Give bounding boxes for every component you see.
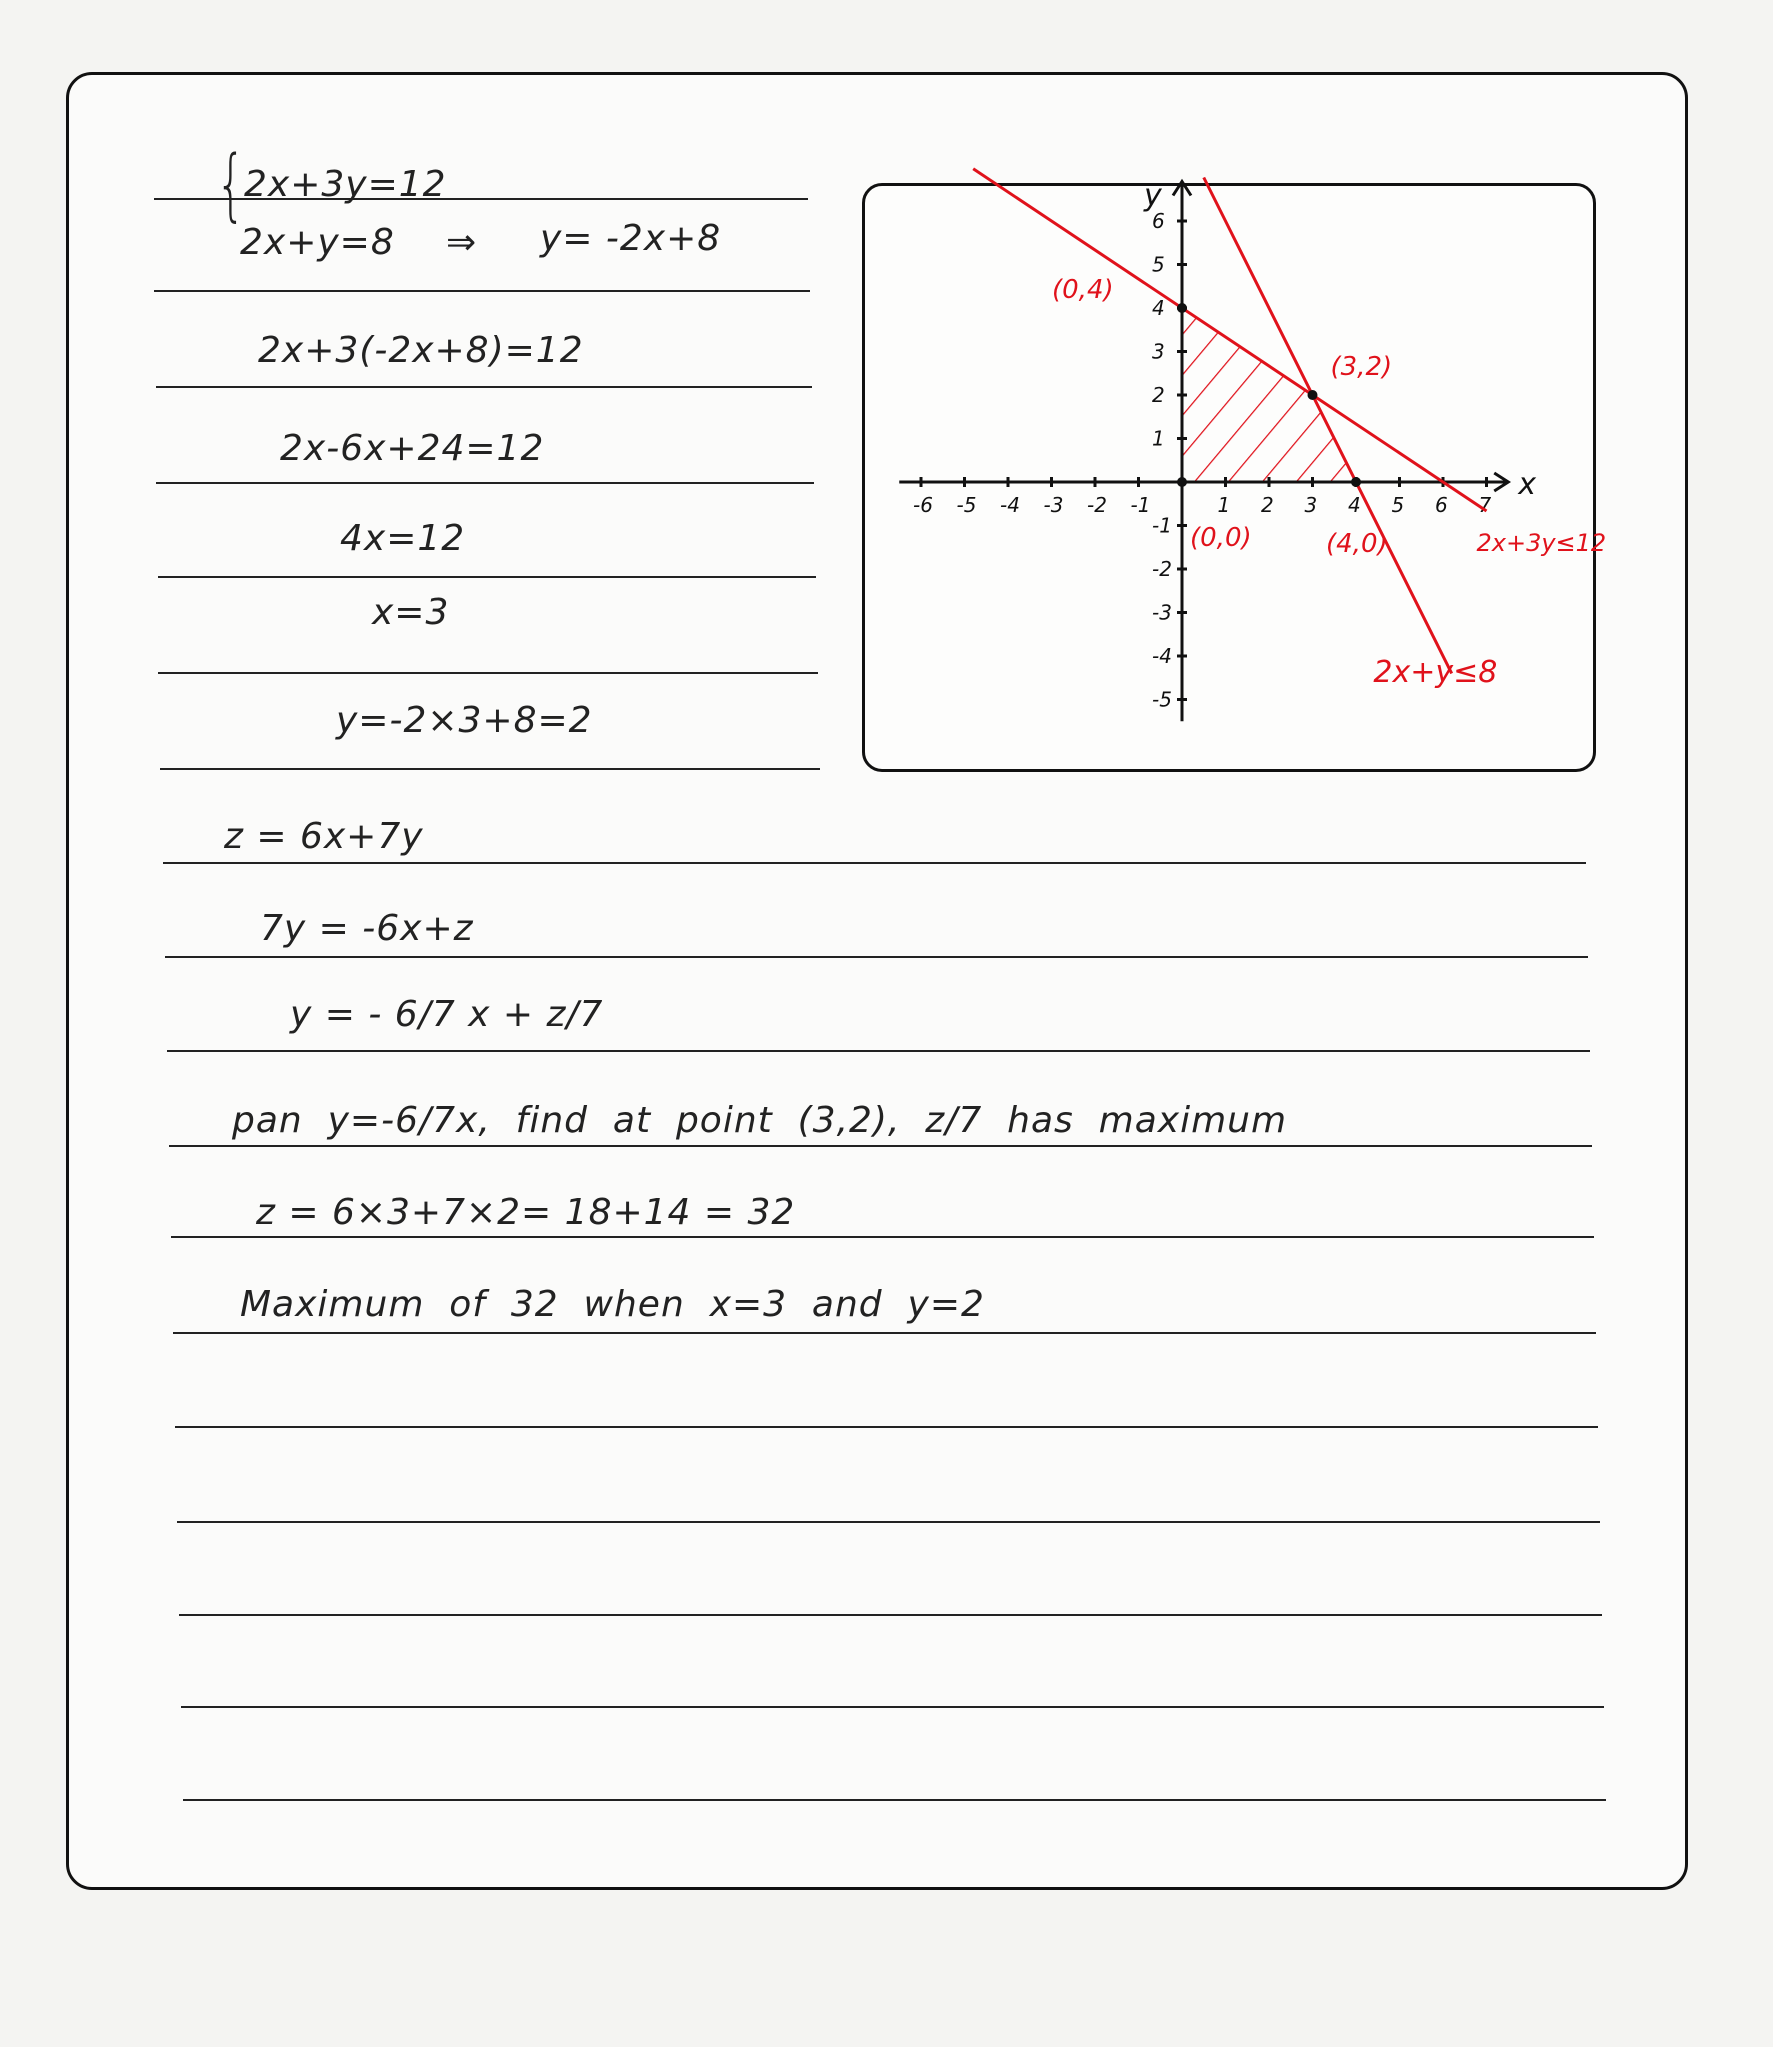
x-tick-label: -6: [913, 493, 933, 517]
x-tick-label: 5: [1391, 493, 1405, 517]
y-tick-label: 4: [1152, 296, 1165, 320]
rule-line: [181, 1706, 1604, 1708]
feasible-region-graph: [865, 178, 1607, 769]
rearrange-step-2: y = - 6/7 x + z/7: [290, 994, 604, 1035]
rearrange-step-1: 7y = -6x+z: [260, 908, 474, 949]
objective-function: z = 6x+7y: [224, 816, 424, 857]
x-tick-label: -1: [1130, 493, 1151, 517]
vertex-point: [1177, 477, 1187, 487]
solved-y: y= -2x+8: [540, 218, 722, 259]
step-expand: 2x-6x+24=12: [280, 428, 545, 469]
y-tick-label: -1: [1152, 513, 1172, 538]
vertex-label: (0,0): [1190, 523, 1252, 553]
system-brace: {: [215, 140, 246, 230]
system-equation-2: 2x+y=8: [240, 222, 395, 263]
rule-line: [163, 862, 1586, 864]
rule-line: [160, 768, 820, 770]
rule-line: [175, 1426, 1598, 1428]
rule-line: [177, 1521, 1600, 1523]
y-tick-label: 1: [1152, 426, 1165, 451]
y-tick-label: 6: [1152, 209, 1165, 233]
rule-line: [158, 576, 816, 578]
rule-line: [171, 1236, 1594, 1238]
vertex-label: (0,4): [1052, 275, 1114, 305]
evaluation-text: z = 6×3+7×2= 18+14 = 32: [256, 1192, 796, 1233]
x-tick-label: 6: [1435, 493, 1448, 517]
rule-line: [167, 1050, 1590, 1052]
x-tick-label: 7: [1478, 493, 1492, 517]
y-axis-label: y: [1144, 178, 1162, 214]
rule-line: [156, 482, 814, 484]
rule-line: [165, 956, 1588, 958]
conclusion-text: Maximum of 32 when x=3 and y=2: [240, 1284, 985, 1325]
step-y-value: y=-2×3+8=2: [336, 700, 593, 741]
rule-line: [179, 1614, 1602, 1616]
rule-line: [183, 1799, 1606, 1801]
vertex-label: (4,0): [1326, 529, 1388, 559]
implies-arrow: ⇒: [446, 222, 478, 263]
x-tick-label: 1: [1217, 493, 1231, 517]
system-equation-1: 2x+3y=12: [244, 164, 447, 205]
x-axis-label: x: [1518, 467, 1537, 502]
graph-panel: [862, 178, 1607, 772]
x-tick-label: -3: [1043, 493, 1064, 517]
step-substitution: 2x+3(-2x+8)=12: [258, 330, 584, 371]
step-x-value: x=3: [372, 592, 450, 633]
constraint-label: 2x+3y≤12: [1476, 529, 1607, 557]
y-tick-label: -3: [1152, 600, 1172, 625]
x-tick-label: -5: [956, 493, 977, 517]
rule-line: [158, 672, 818, 674]
y-tick-label: 2: [1152, 383, 1165, 407]
vertex-label: (3,2): [1330, 352, 1393, 382]
step-simplify: 4x=12: [340, 518, 466, 559]
x-tick-label: 2: [1261, 493, 1274, 517]
rule-line: [173, 1332, 1596, 1334]
feasible-region-hatch: [1182, 308, 1356, 482]
rule-line: [169, 1145, 1592, 1147]
rule-line: [154, 290, 810, 292]
x-tick-label: 4: [1348, 493, 1361, 517]
y-tick-label: 5: [1152, 252, 1165, 277]
y-tick-label: -2: [1152, 557, 1172, 581]
x-tick-label: -4: [1000, 493, 1020, 517]
x-tick-label: 3: [1304, 493, 1318, 517]
y-tick-label: 3: [1152, 339, 1165, 364]
reasoning-text: pan y=-6/7x, find at point (3,2), z/7 has maximum: [232, 1100, 1288, 1141]
y-tick-label: -5: [1152, 687, 1172, 712]
constraint-label: 2x+y≤8: [1373, 655, 1498, 691]
x-tick-label: -2: [1087, 493, 1107, 517]
y-tick-label: -4: [1152, 644, 1172, 668]
vertex-point: [1351, 477, 1361, 487]
vertex-point: [1308, 390, 1318, 400]
vertex-point: [1177, 303, 1187, 313]
rule-line: [156, 386, 812, 388]
